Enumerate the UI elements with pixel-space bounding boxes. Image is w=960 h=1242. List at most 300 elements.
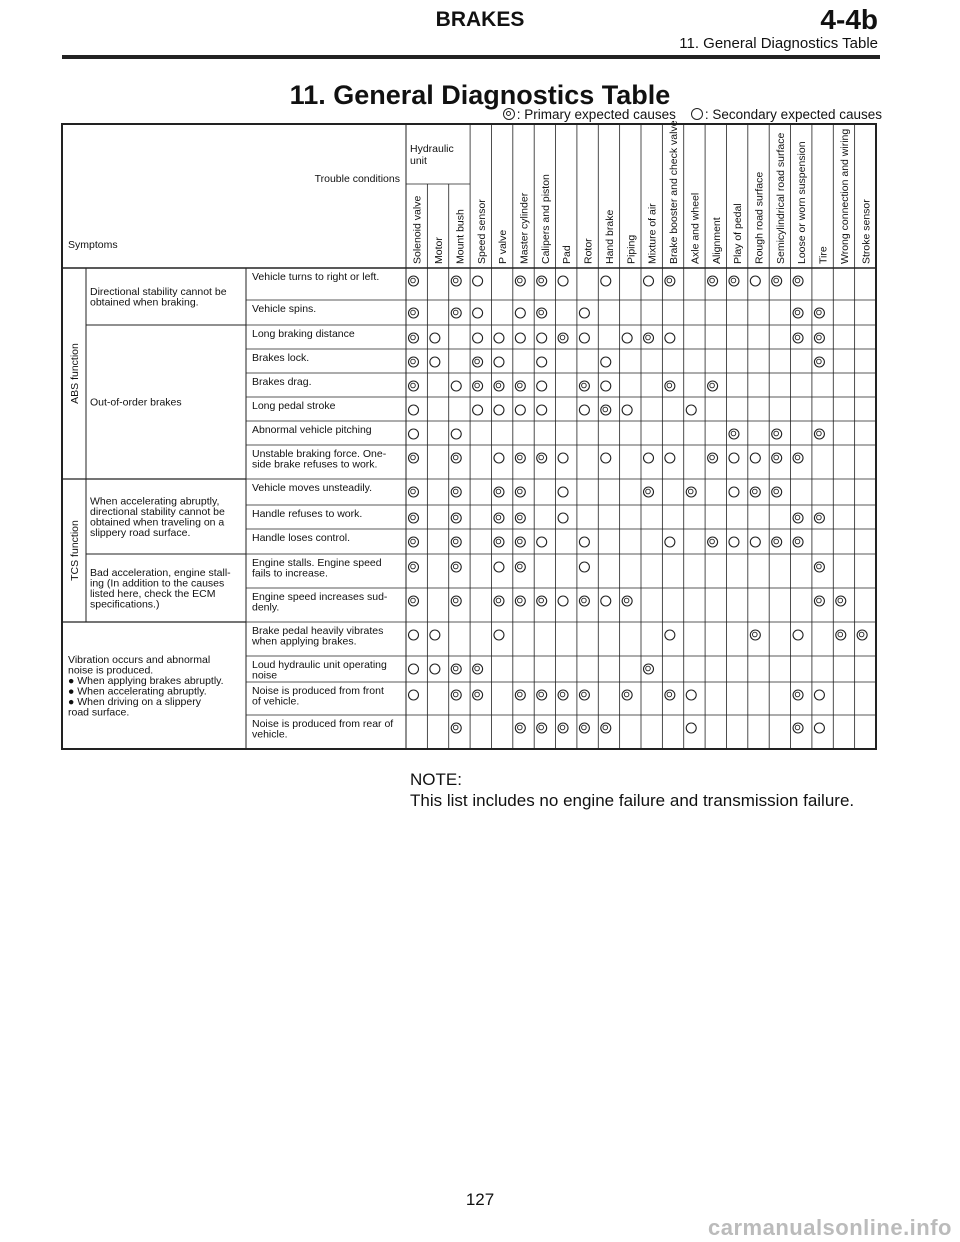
primary-cause-mark (558, 690, 568, 700)
row-label: Long braking distance (252, 328, 355, 340)
row-label: Brakes drag. (252, 376, 312, 388)
primary-cause-mark (515, 513, 525, 523)
primary-cause-mark (494, 381, 504, 391)
primary-cause-mark (558, 723, 568, 733)
primary-cause-inner (411, 455, 416, 460)
secondary-cause-mark (622, 405, 632, 415)
secondary-cause-mark (473, 405, 483, 415)
primary-cause-mark (537, 453, 547, 463)
primary-cause-mark (451, 453, 461, 463)
primary-cause-mark (686, 487, 696, 497)
symptoms-label: Symptoms (68, 239, 118, 251)
primary-cause-mark (451, 537, 461, 547)
section-code: 4-4b (820, 4, 878, 35)
primary-cause-inner (731, 278, 736, 283)
primary-cause-inner (411, 335, 416, 340)
primary-cause-mark (857, 630, 867, 640)
primary-cause-mark (836, 630, 846, 640)
primary-cause-inner (475, 383, 480, 388)
primary-cause-inner (496, 598, 501, 603)
secondary-cause-mark (494, 333, 504, 343)
secondary-cause-mark (665, 333, 675, 343)
primary-cause-inner (518, 598, 523, 603)
primary-cause-mark (579, 723, 589, 733)
secondary-cause-mark (665, 537, 675, 547)
primary-cause-inner (496, 539, 501, 544)
primary-cause-inner (667, 383, 672, 388)
column-header: Brake booster and check valve (668, 120, 681, 264)
primary-cause-mark (515, 596, 525, 606)
row-label: Handle loses control. (252, 532, 351, 544)
secondary-cause-mark (644, 453, 654, 463)
primary-cause-mark (409, 276, 419, 286)
primary-cause-inner (774, 539, 779, 544)
legend-secondary: : Secondary expected causes (704, 107, 882, 122)
column-header: Alignment (710, 217, 723, 264)
secondary-cause-mark (686, 405, 696, 415)
row-label: Vehicle turns to right or left. (252, 271, 380, 283)
primary-cause-mark (515, 690, 525, 700)
primary-cause-inner (774, 455, 779, 460)
primary-cause-inner (646, 489, 651, 494)
primary-cause-inner (817, 335, 822, 340)
primary-cause-inner (453, 278, 458, 283)
primary-cause-inner (539, 598, 544, 603)
primary-cause-mark (451, 690, 461, 700)
primary-cause-inner (838, 632, 843, 637)
primary-cause-inner (518, 489, 523, 494)
primary-cause-inner (795, 515, 800, 520)
subgroup-label: directional stability cannot be (90, 505, 225, 518)
primary-cause-inner (518, 564, 523, 569)
primary-cause-inner (624, 692, 629, 697)
primary-cause-mark (601, 405, 611, 415)
primary-cause-inner (560, 725, 565, 730)
primary-cause-mark (473, 690, 483, 700)
primary-cause-mark (814, 333, 824, 343)
column-header: Loose or worn suspension (796, 141, 809, 264)
primary-cause-mark (537, 276, 547, 286)
primary-cause-mark (644, 333, 654, 343)
secondary-cause-mark (686, 723, 696, 733)
primary-cause-mark (451, 723, 461, 733)
subgroup-label: obtained when traveling on a (90, 516, 225, 529)
section-title: BRAKES (435, 8, 525, 31)
primary-cause-inner (496, 489, 501, 494)
secondary-cause-mark (601, 381, 611, 391)
primary-cause-mark (814, 357, 824, 367)
column-header: Stroke sensor (860, 199, 873, 264)
secondary-cause-mark (537, 537, 547, 547)
secondary-cause-mark (409, 630, 419, 640)
primary-cause-inner (753, 489, 758, 494)
subgroup-label: ● When applying brakes abruptly. (68, 674, 224, 687)
row-label: of vehicle. (252, 695, 300, 708)
primary-cause-mark (473, 664, 483, 674)
secondary-cause-mark (473, 276, 483, 286)
secondary-cause-mark (729, 537, 739, 547)
primary-cause-inner (817, 431, 822, 436)
secondary-cause-mark (409, 664, 419, 674)
primary-cause-mark (409, 537, 419, 547)
primary-cause-mark (814, 562, 824, 572)
primary-cause-mark (451, 513, 461, 523)
primary-cause-mark (579, 596, 589, 606)
primary-cause-mark (579, 381, 589, 391)
primary-cause-inner (688, 489, 693, 494)
page-number: 127 (465, 1190, 495, 1209)
primary-cause-mark (409, 513, 419, 523)
subgroup-label: specifications.) (90, 598, 160, 611)
primary-cause-mark (793, 453, 803, 463)
primary-cause-inner (496, 383, 501, 388)
primary-cause-mark (622, 596, 632, 606)
primary-cause-inner (603, 407, 608, 412)
secondary-cause-mark (579, 562, 589, 572)
secondary-cause-mark (729, 453, 739, 463)
primary-cause-inner (582, 598, 587, 603)
primary-cause-inner (817, 515, 822, 520)
column-header: Speed sensor (475, 199, 488, 264)
primary-cause-mark (409, 487, 419, 497)
column-header: Master cylinder (518, 192, 531, 264)
primary-cause-inner (411, 598, 416, 603)
row-label: Engine speed increases sud- (252, 591, 388, 603)
legend-primary: : Primary expected causes (516, 107, 676, 122)
primary-cause-mark (814, 308, 824, 318)
primary-cause-inner (774, 278, 779, 283)
row-label: Noise is produced from rear of (252, 718, 394, 730)
secondary-cause-mark (494, 562, 504, 572)
primary-cause-mark (772, 537, 782, 547)
primary-cause-inner (753, 632, 758, 637)
secondary-cause-mark (665, 630, 675, 640)
primary-cause-inner (453, 666, 458, 671)
column-header: Tire (817, 246, 830, 264)
primary-cause-inner (817, 564, 822, 569)
primary-cause-mark (665, 276, 675, 286)
secondary-cause-mark (430, 333, 440, 343)
primary-cause-mark (451, 487, 461, 497)
primary-cause-mark (473, 357, 483, 367)
primary-cause-inner (539, 692, 544, 697)
secondary-cause-mark (793, 630, 803, 640)
row-label: when applying brakes. (252, 635, 357, 648)
primary-cause-inner (582, 383, 587, 388)
primary-cause-inner (411, 564, 416, 569)
row-label: fails to increase. (252, 567, 328, 580)
subgroup-label: When accelerating abruptly, (90, 495, 220, 508)
row-label: Engine stalls. Engine speed (252, 557, 382, 569)
primary-cause-inner (710, 539, 715, 544)
secondary-cause-mark (622, 333, 632, 343)
primary-cause-mark (814, 513, 824, 523)
primary-cause-mark (451, 664, 461, 674)
secondary-cause-mark (601, 276, 611, 286)
primary-cause-inner (710, 278, 715, 283)
primary-cause-inner (475, 359, 480, 364)
secondary-cause-mark (558, 596, 568, 606)
primary-cause-inner (795, 725, 800, 730)
primary-cause-mark (729, 429, 739, 439)
primary-cause-inner (518, 455, 523, 460)
subgroup-label: Out-of-order brakes (90, 396, 182, 409)
group-label: TCS function (69, 520, 81, 581)
primary-cause-mark (708, 453, 718, 463)
column-header: Calipers and piston (539, 174, 552, 264)
row-label: Brakes lock. (252, 352, 310, 364)
row-label: Vehicle moves unsteadily. (252, 482, 373, 494)
primary-cause-mark (558, 333, 568, 343)
primary-cause-inner (774, 489, 779, 494)
page-title: 11. General Diagnostics Table (289, 80, 671, 110)
primary-cause-mark (793, 333, 803, 343)
primary-cause-inner (518, 692, 523, 697)
subgroup-label: Bad acceleration, engine stall- (90, 566, 231, 579)
column-header: Semicylindrical road surface (774, 132, 787, 264)
secondary-cause-mark (537, 333, 547, 343)
primary-cause-mark (515, 562, 525, 572)
primary-cause-mark (494, 513, 504, 523)
column-header: Rough road surface (753, 171, 766, 264)
column-header: Wrong connection and wiring (838, 128, 851, 264)
header-subtitle: 11. General Diagnostics Table (679, 35, 878, 52)
secondary-cause-mark (430, 664, 440, 674)
primary-cause-mark (814, 429, 824, 439)
secondary-cause-mark (579, 333, 589, 343)
secondary-cause-mark (814, 723, 824, 733)
row-label: Noise is produced from front (252, 685, 384, 697)
primary-cause-inner (582, 692, 587, 697)
primary-cause-inner (795, 310, 800, 315)
secondary-cause-mark (579, 308, 589, 318)
secondary-cause-mark (579, 405, 589, 415)
primary-cause-inner (795, 455, 800, 460)
primary-cause-mark (793, 690, 803, 700)
primary-cause-mark (409, 357, 419, 367)
secondary-cause-mark (750, 453, 760, 463)
secondary-cause-mark (814, 690, 824, 700)
row-label: Loud hydraulic unit operating (252, 659, 387, 671)
primary-cause-mark (814, 596, 824, 606)
primary-cause-mark (451, 562, 461, 572)
primary-cause-mark (750, 630, 760, 640)
primary-cause-inner (411, 310, 416, 315)
primary-cause-mark (772, 429, 782, 439)
primary-cause-mark (579, 690, 589, 700)
primary-cause-mark (494, 487, 504, 497)
hydraulic-unit-label: unit (410, 155, 427, 167)
primary-cause-inner (817, 359, 822, 364)
secondary-cause-mark (686, 690, 696, 700)
primary-cause-mark (451, 308, 461, 318)
secondary-cause-mark (473, 308, 483, 318)
row-label: Abnormal vehicle pitching (252, 424, 372, 436)
primary-cause-inner (453, 598, 458, 603)
primary-cause-inner (518, 725, 523, 730)
column-header: Pad (561, 245, 574, 264)
secondary-cause-mark (409, 405, 419, 415)
primary-cause-inner (795, 692, 800, 697)
secondary-cause-mark (579, 537, 589, 547)
primary-cause-inner (518, 278, 523, 283)
secondary-cause-mark (451, 429, 461, 439)
secondary-cause-mark (430, 630, 440, 640)
secondary-cause-mark (537, 381, 547, 391)
primary-cause-mark (494, 596, 504, 606)
primary-cause-mark (622, 690, 632, 700)
primary-cause-inner (539, 455, 544, 460)
secondary-cause-mark (729, 487, 739, 497)
primary-cause-inner (560, 692, 565, 697)
primary-cause-inner (453, 455, 458, 460)
primary-cause-mark (515, 381, 525, 391)
primary-cause-mark (409, 381, 419, 391)
column-header: Rotor (582, 238, 595, 264)
primary-cause-inner (453, 564, 458, 569)
primary-cause-mark (409, 308, 419, 318)
primary-cause-mark (494, 537, 504, 547)
secondary-cause-mark (558, 453, 568, 463)
primary-cause-mark (515, 723, 525, 733)
primary-cause-mark (772, 453, 782, 463)
primary-cause-mark (708, 276, 718, 286)
hydraulic-unit-label: Hydraulic (410, 143, 454, 155)
primary-cause-mark (473, 381, 483, 391)
row-label: Handle refuses to work. (252, 508, 363, 520)
primary-cause-mark (537, 723, 547, 733)
primary-cause-inner (582, 725, 587, 730)
primary-cause-inner (731, 431, 736, 436)
secondary-cause-mark (644, 276, 654, 286)
primary-cause-inner (411, 359, 416, 364)
primary-cause-mark (793, 308, 803, 318)
primary-cause-inner (453, 692, 458, 697)
primary-cause-inner (518, 515, 523, 520)
column-header: P valve (497, 229, 510, 264)
primary-cause-mark (515, 487, 525, 497)
primary-cause-mark (729, 276, 739, 286)
row-label: Brake pedal heavily vibrates (252, 625, 384, 637)
primary-cause-inner (817, 310, 822, 315)
primary-cause-inner (475, 692, 480, 697)
primary-cause-inner (667, 278, 672, 283)
row-label: Long pedal stroke (252, 400, 336, 412)
primary-cause-mark (537, 596, 547, 606)
row-label: noise (252, 669, 278, 682)
primary-cause-inner (539, 278, 544, 283)
primary-cause-inner (710, 383, 715, 388)
primary-cause-mark (793, 513, 803, 523)
secondary-cause-mark (558, 513, 568, 523)
primary-cause-inner (453, 515, 458, 520)
subgroup-label: Directional stability cannot be (90, 285, 227, 298)
primary-cause-inner (795, 278, 800, 283)
primary-cause-mark (644, 664, 654, 674)
subgroup-label: listed here, check the ECM (90, 587, 216, 600)
primary-cause-inner (453, 310, 458, 315)
primary-cause-mark (537, 690, 547, 700)
primary-cause-mark (772, 276, 782, 286)
secondary-cause-mark (515, 405, 525, 415)
secondary-cause-mark (430, 357, 440, 367)
subgroup-label: slippery road surface. (90, 526, 191, 539)
primary-cause-mark (409, 333, 419, 343)
note-text: This list includes no engine failure and transmission failure. (410, 791, 855, 810)
secondary-cause-mark (750, 537, 760, 547)
primary-cause-mark (515, 537, 525, 547)
secondary-cause-mark (473, 333, 483, 343)
primary-cause-mark (665, 381, 675, 391)
subgroup-label: noise is produced. (68, 664, 154, 677)
primary-cause-inner (453, 539, 458, 544)
column-header: Motor (433, 237, 446, 264)
primary-cause-mark (451, 596, 461, 606)
subgroup-label: ● When driving on a slippery (68, 695, 201, 708)
subgroup-label: ● When accelerating abruptly. (68, 685, 207, 698)
subgroup-label: obtained when braking. (90, 296, 199, 309)
primary-cause-inner (411, 489, 416, 494)
secondary-cause-mark (537, 405, 547, 415)
primary-cause-inner (453, 489, 458, 494)
primary-cause-inner (667, 692, 672, 697)
column-header: Solenoid valve (411, 195, 424, 264)
column-header: Piping (625, 234, 638, 264)
column-header: Mount bush (454, 209, 467, 264)
primary-cause-inner (411, 539, 416, 544)
primary-cause-mark (451, 276, 461, 286)
primary-cause-mark (515, 276, 525, 286)
primary-cause-inner (539, 725, 544, 730)
primary-cause-inner (603, 725, 608, 730)
primary-cause-mark (836, 596, 846, 606)
primary-cause-inner (518, 383, 523, 388)
group-label: ABS function (69, 343, 81, 404)
primary-cause-mark (750, 487, 760, 497)
secondary-cause-mark (515, 333, 525, 343)
secondary-cause-mark (558, 276, 568, 286)
primary-cause-inner (646, 335, 651, 340)
trouble-conditions-label: Trouble conditions (314, 173, 400, 185)
primary-cause-inner (411, 515, 416, 520)
primary-cause-mark (515, 453, 525, 463)
row-label: Vehicle spins. (252, 303, 317, 315)
secondary-cause-mark (750, 276, 760, 286)
secondary-cause-mark (494, 630, 504, 640)
secondary-cause-mark (558, 487, 568, 497)
primary-cause-mark (793, 276, 803, 286)
primary-cause-inner (710, 455, 715, 460)
column-header: Hand brake (603, 209, 616, 264)
primary-cause-inner (817, 598, 822, 603)
primary-cause-mark (793, 537, 803, 547)
primary-cause-inner (539, 310, 544, 315)
primary-cause-inner (518, 539, 523, 544)
primary-cause-mark (601, 723, 611, 733)
row-label: side brake refuses to work. (252, 458, 378, 471)
secondary-cause-mark (515, 308, 525, 318)
secondary-cause-mark (665, 453, 675, 463)
note-label: NOTE: (410, 770, 462, 789)
secondary-cause-mark (601, 453, 611, 463)
subgroup-label: Vibration occurs and abnormal (68, 653, 211, 666)
watermark: carmanualsonline.info (708, 1215, 952, 1240)
column-header: Play of pedal (732, 203, 745, 264)
primary-cause-mark (708, 537, 718, 547)
primary-cause-inner (453, 725, 458, 730)
primary-cause-mark (665, 690, 675, 700)
secondary-cause-mark (494, 357, 504, 367)
